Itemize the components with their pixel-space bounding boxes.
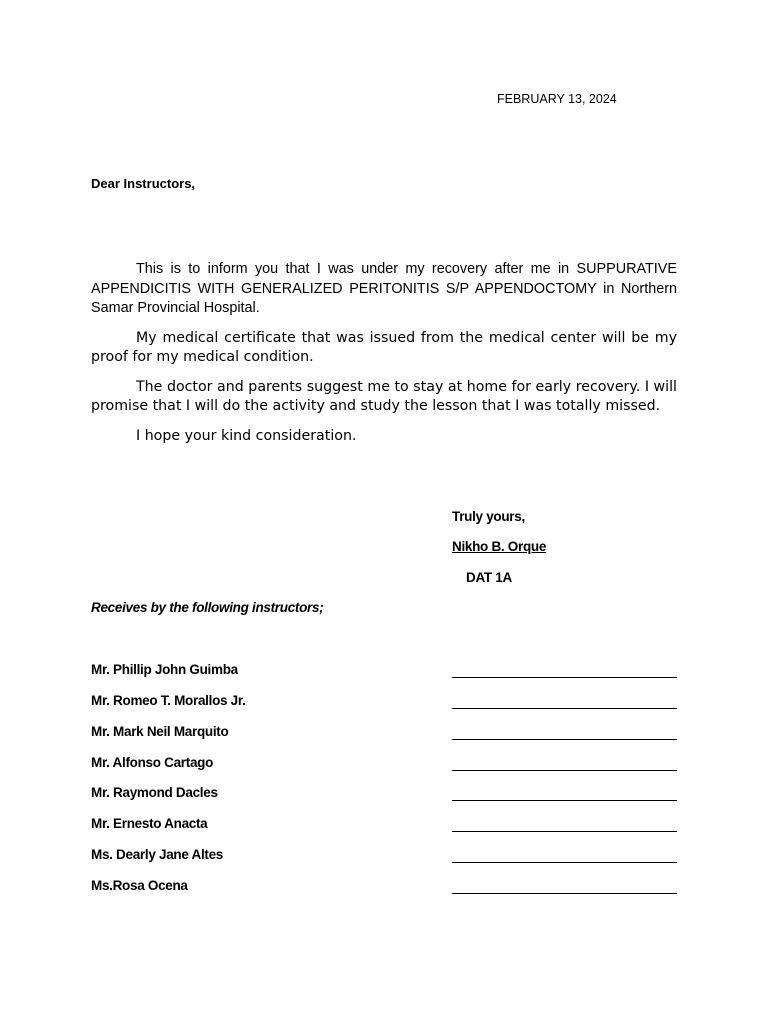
instructor-row xyxy=(91,693,677,715)
instructor-name: Mr. Alfonso Cartago xyxy=(91,755,214,770)
letter-date: FEBRUARY 13, 2024 xyxy=(497,92,617,106)
body-paragraph: I hope your kind consideration. xyxy=(136,427,357,444)
signature-line xyxy=(452,677,677,678)
signer-section: DAT 1A xyxy=(466,570,512,585)
signature-line xyxy=(452,800,677,801)
signature-line xyxy=(452,862,677,863)
instructor-row xyxy=(91,878,677,900)
instructor-name: Ms.Rosa Ocena xyxy=(91,878,188,893)
instructor-name: Mr. Mark Neil Marquito xyxy=(91,724,229,739)
instructor-row xyxy=(91,816,677,838)
instructor-name: Mr. Phillip John Guimba xyxy=(91,662,238,677)
valediction: Truly yours, xyxy=(452,509,525,524)
instructor-name: Mr. Ernesto Anacta xyxy=(91,816,208,831)
signature-line xyxy=(452,708,677,709)
body-paragraph: This is to inform you that I was under my recovery after me in SUPPURATIVE APPENDICITIS WITH GENERALIZED PERITONITIS S/P APPENDOCTOMY in Northern Samar Provincial Hospital. xyxy=(91,261,677,316)
signer-name: Nikho B. Orque xyxy=(452,539,547,554)
instructor-row xyxy=(91,724,677,746)
instructor-row xyxy=(91,847,677,869)
instructor-name: Mr. Raymond Dacles xyxy=(91,785,218,800)
body-paragraph: My medical certificate that was issued from the medical center will be my proof for my medical condition. xyxy=(91,329,677,365)
signature-line xyxy=(452,770,677,771)
instructor-row xyxy=(91,785,677,807)
signature-line xyxy=(452,739,677,740)
instructor-row xyxy=(91,662,677,684)
letter-body xyxy=(91,260,677,456)
salutation: Dear Instructors, xyxy=(91,176,196,191)
instructor-name: Ms. Dearly Jane Altes xyxy=(91,847,224,862)
signature-line xyxy=(452,831,677,832)
instructor-name: Mr. Romeo T. Morallos Jr. xyxy=(91,693,246,708)
signature-line xyxy=(452,893,677,894)
received-heading: Receives by the following instructors; xyxy=(91,600,324,615)
body-paragraph: The doctor and parents suggest me to stay at home for early recovery. I will promise that I will do the activity and study the lesson that I was totally missed. xyxy=(91,378,677,414)
instructor-row xyxy=(91,755,677,777)
